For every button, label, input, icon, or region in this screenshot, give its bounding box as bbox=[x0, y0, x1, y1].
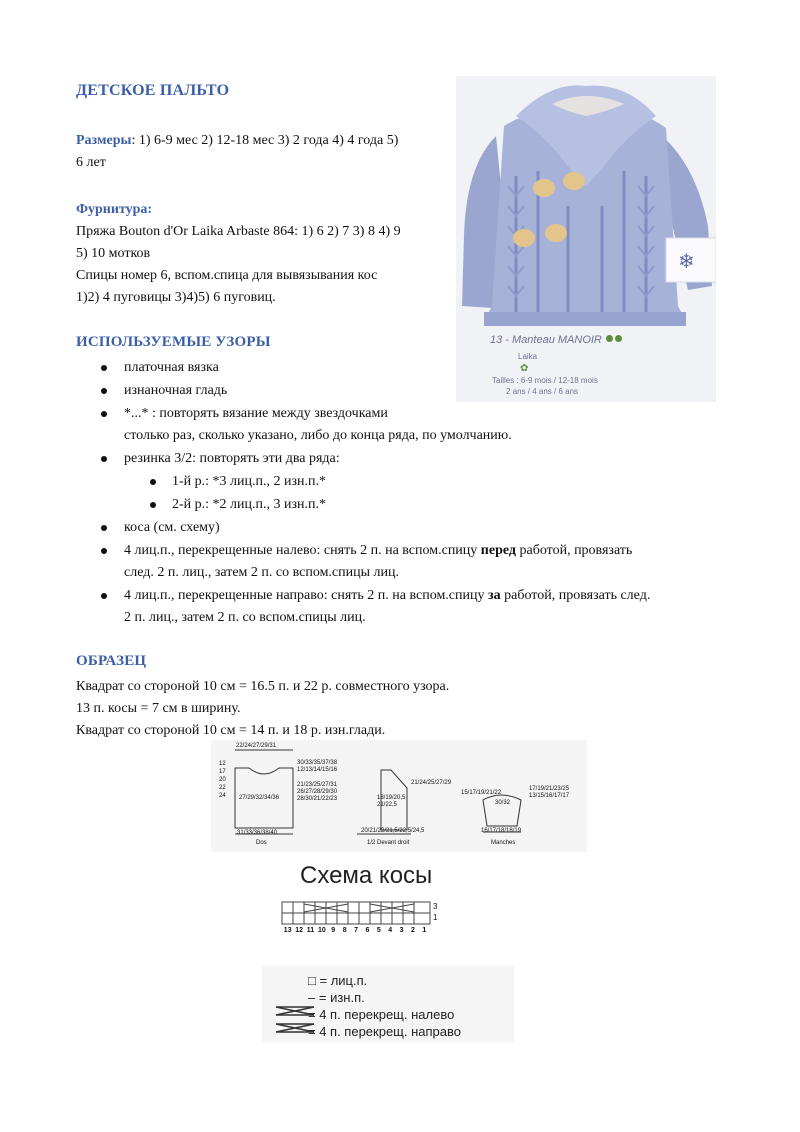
bullet bbox=[101, 411, 107, 417]
square-icon: □ bbox=[308, 973, 316, 988]
cable-row-label: 3 bbox=[433, 902, 438, 911]
pattern-cross-right-line2: 2 п. лиц., затем 2 п. со вспом.спицы лиц. bbox=[124, 610, 366, 625]
front-center-measures bbox=[377, 795, 405, 809]
legend-text: = лиц.п. bbox=[319, 973, 368, 988]
column-number: 1 bbox=[422, 927, 427, 934]
back-left-measure: 12 bbox=[219, 761, 226, 767]
front-bottom-measure: 20/21/22/21,5/22,5/24,5 bbox=[361, 828, 425, 834]
back-measure: 28/30/21/22/23 bbox=[297, 796, 338, 802]
back-label: Dos bbox=[256, 840, 267, 846]
legend-list bbox=[308, 972, 461, 1040]
materials-label: Фурнитура: bbox=[76, 202, 153, 217]
photo-yarn: Laika bbox=[518, 352, 538, 361]
materials-block bbox=[76, 199, 476, 309]
cable-chart bbox=[280, 898, 456, 940]
chart-legend bbox=[262, 966, 514, 1042]
sleeve-label: Manches bbox=[491, 840, 516, 846]
pattern-cross-left-line2: след. 2 п. лиц., затем 2 п. со вспом.спицы лиц. bbox=[124, 565, 399, 580]
pattern-rib-row1: 1-й р.: *3 лиц.п., 2 изн.п.* bbox=[172, 474, 327, 489]
photo-caption: 13 - Manteau MANOIR bbox=[490, 334, 602, 346]
pattern-reverse: изнаночная гладь bbox=[124, 383, 228, 398]
column-number: 13 bbox=[283, 927, 292, 934]
gauge-line: 13 п. косы = 7 см в ширину. bbox=[76, 701, 241, 716]
back-measure: 30/33/35/37/38 bbox=[297, 760, 338, 766]
coat-illustration bbox=[456, 76, 716, 402]
photo-sizes-line1: Tailles : 6-9 mois / 12-18 mois bbox=[492, 376, 598, 385]
back-measure: 12/13/14/15/16 bbox=[297, 767, 338, 773]
materials-line: Пряжа Bouton d'Or Laika Arbaste 864: 1) 6 2) 7 3) 8 4) 9 bbox=[76, 224, 401, 239]
back-mid-right bbox=[297, 782, 337, 803]
legend-item-cross-right bbox=[308, 1023, 461, 1040]
front-measure: 21/22,5 bbox=[377, 802, 398, 808]
cable-column-numbers bbox=[282, 927, 430, 934]
dot-icon bbox=[606, 335, 613, 342]
sizes-block bbox=[76, 130, 456, 174]
photo-sizes-line2: 2 ans / 4 ans / 6 ans bbox=[506, 387, 579, 396]
column-number: 5 bbox=[376, 927, 381, 934]
gauge-block bbox=[76, 676, 449, 742]
legend-item-cross-left bbox=[308, 1006, 461, 1023]
coat-photo bbox=[456, 76, 716, 402]
sleeve-left-measure: 15/17/19/21/22 bbox=[461, 790, 502, 796]
bullet bbox=[101, 593, 107, 599]
back-center-measure: 27/29/32/34/36 bbox=[239, 795, 280, 801]
pattern-rib-row2: 2-й р.: *2 лиц.п., 3 изн.п.* bbox=[172, 497, 327, 512]
pattern-cross-right bbox=[124, 585, 764, 607]
pattern-cable: коса (см. схему) bbox=[124, 520, 220, 535]
sleeve-bottom-measure: 16/17/18/18/19 bbox=[481, 828, 522, 834]
column-number: 12 bbox=[295, 927, 303, 934]
pattern-repeat-line1: *...* : повторять вязание между звездочками bbox=[124, 406, 388, 421]
column-number: 8 bbox=[342, 927, 347, 934]
bullet bbox=[150, 479, 156, 485]
column-number: 11 bbox=[306, 927, 315, 934]
cross-right-text-end: работой, провязать след. bbox=[500, 588, 651, 603]
cross-left-bold: перед bbox=[480, 543, 516, 558]
bullet bbox=[101, 548, 107, 554]
gauge-line: Квадрат со стороной 10 см = 16.5 п. и 22 р. совместного узора. bbox=[76, 679, 450, 694]
back-measure: 26/27/28/29/30 bbox=[297, 789, 338, 795]
sleeve-right-measures bbox=[529, 786, 569, 800]
cross-right-text: 4 лиц.п., перекрещенные направо: снять 2 п. на вспом.спицу bbox=[124, 588, 488, 603]
cross-right-icon bbox=[276, 1024, 314, 1032]
legend-item-purl bbox=[308, 989, 461, 1006]
flower-icon: ✿ bbox=[520, 363, 529, 374]
pattern-cross-left bbox=[124, 540, 744, 562]
column-number: 2 bbox=[411, 927, 415, 934]
back-left-measure: 24 bbox=[219, 793, 226, 799]
dash-icon: – bbox=[308, 990, 316, 1005]
column-number: 7 bbox=[354, 927, 358, 934]
back-bottom-measure: 31/33/36/38/40 bbox=[237, 830, 278, 836]
cable-row-labels bbox=[433, 901, 437, 923]
sizes-line1: : 1) 6-9 мес 2) 12-18 мес 3) 2 года 4) 4 года 5) bbox=[131, 133, 399, 148]
column-number: 9 bbox=[331, 927, 336, 934]
bullet bbox=[101, 365, 107, 371]
materials-line: Спицы номер 6, вспом.спица для вывязывания кос bbox=[76, 268, 378, 283]
front-label: 1/2 Devant droit bbox=[367, 840, 410, 846]
cable-row-label: 1 bbox=[433, 913, 438, 922]
legend-text: = изн.п. bbox=[318, 990, 365, 1005]
cross-symbols bbox=[274, 1006, 318, 1036]
pattern-garter: платочная вязка bbox=[124, 360, 219, 375]
legend-item-knit bbox=[308, 972, 461, 989]
back-measure: 21/23/25/27/31 bbox=[297, 782, 338, 788]
dot-icon bbox=[615, 335, 622, 342]
back-left-measure: 20 bbox=[219, 777, 226, 783]
sleeve-measure: 17/19/21/23/25 bbox=[529, 786, 570, 792]
gauge-heading: ОБРАЗЕЦ bbox=[76, 653, 147, 669]
front-measure: 18/19/20,5 bbox=[377, 795, 406, 801]
sleeve-top-measure: 30/32 bbox=[495, 800, 511, 806]
materials-line: 5) 10 мотков bbox=[76, 246, 151, 261]
column-number: 6 bbox=[365, 927, 370, 934]
sleeve-measure: 13/15/16/17/17 bbox=[529, 793, 570, 799]
back-left-measure: 22 bbox=[219, 785, 226, 791]
materials-line: 1)2) 4 пуговицы 3)4)5) 6 пуговиц. bbox=[76, 290, 276, 305]
column-number: 3 bbox=[399, 927, 404, 934]
cross-right-bold: за bbox=[488, 588, 501, 603]
svg-text:❄: ❄ bbox=[678, 249, 695, 273]
page-title: ДЕТСКОЕ ПАЛЬТО bbox=[76, 82, 230, 99]
garment-schematic bbox=[211, 740, 587, 852]
pattern-rib: резинка 3/2: повторять эти два ряда: bbox=[124, 451, 340, 466]
cable-chart-title: Схема косы bbox=[300, 862, 433, 889]
sizes-label: Размеры bbox=[76, 133, 132, 148]
bullet bbox=[101, 456, 107, 462]
gauge-line: Квадрат со стороной 10 см = 14 п. и 18 р. изн.глади. bbox=[76, 723, 386, 738]
column-number: 10 bbox=[317, 927, 326, 934]
bullet bbox=[101, 388, 107, 394]
patterns-heading: ИСПОЛЬЗУЕМЫЕ УЗОРЫ bbox=[76, 334, 271, 350]
front-right-measure: 21/24/25/27/29 bbox=[411, 780, 452, 786]
legend-text: = 4 п. перекрещ. налево bbox=[308, 1007, 455, 1022]
cross-left-icon bbox=[276, 1007, 314, 1015]
pattern-repeat-line2: столько раз, сколько указано, либо до конца ряда, по умолчанию. bbox=[124, 428, 512, 443]
legend-text: = 4 п. перекрещ. направо bbox=[308, 1024, 462, 1039]
column-number: 4 bbox=[388, 927, 393, 934]
back-left-measures bbox=[219, 760, 226, 800]
bullet bbox=[101, 525, 107, 531]
back-top-measure: 22/24/27/29/31 bbox=[236, 743, 277, 749]
bullet bbox=[150, 502, 156, 508]
back-left-measure: 17 bbox=[219, 769, 226, 775]
cross-left-text: 4 лиц.п., перекрещенные налево: снять 2 п. на вспом.спицу bbox=[124, 543, 481, 558]
back-upper-right bbox=[297, 760, 337, 774]
sizes-line2: 6 лет bbox=[76, 155, 106, 170]
cross-left-text-end: работой, провязать bbox=[515, 543, 633, 558]
